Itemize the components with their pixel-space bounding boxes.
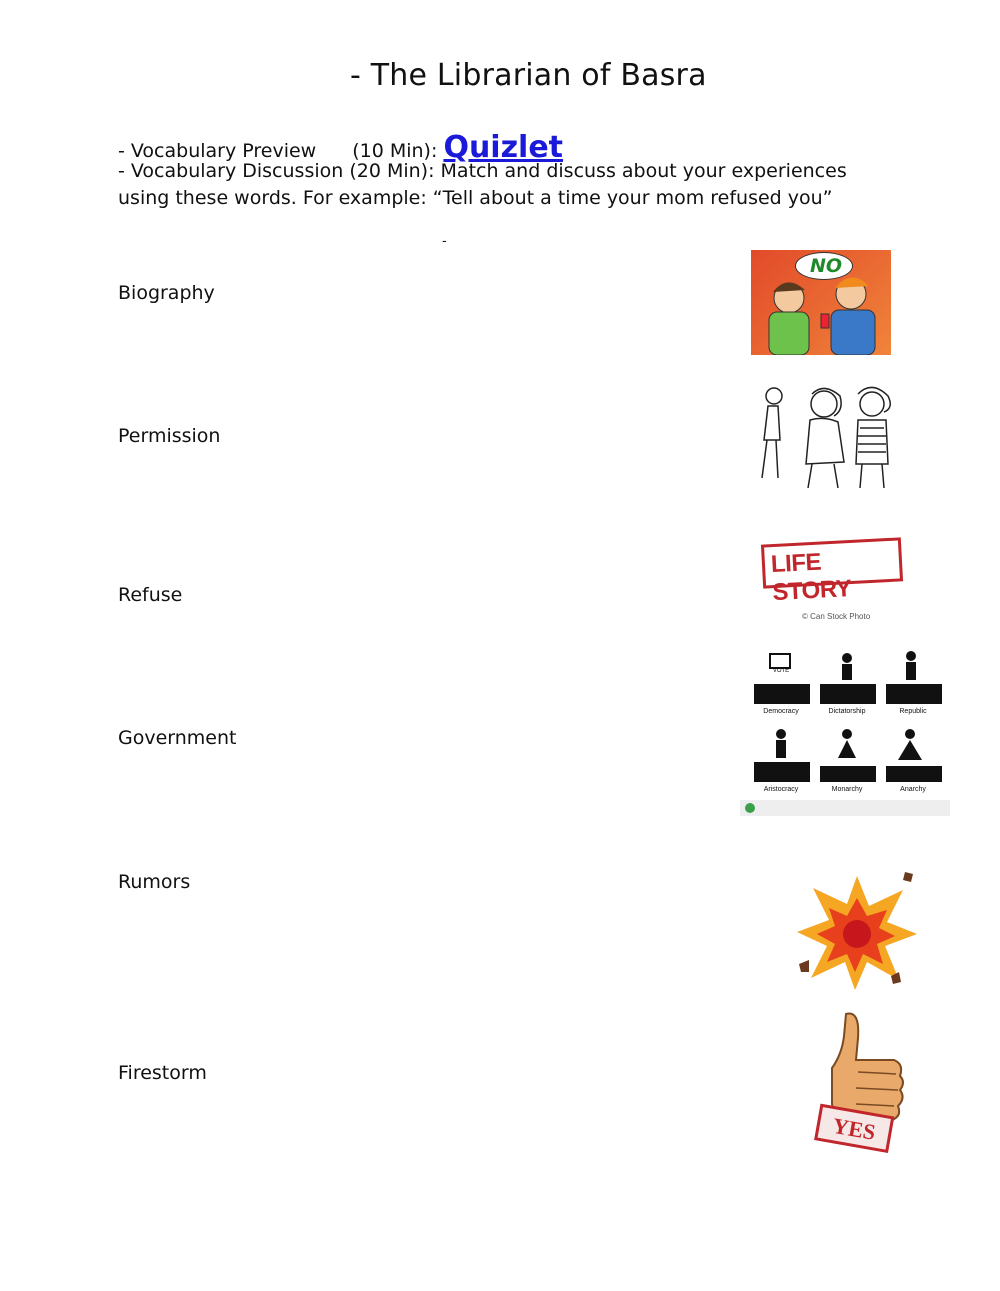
gov-label-republic: Republic bbox=[899, 708, 927, 715]
vocab-word-refuse: Refuse bbox=[118, 584, 183, 606]
vocabulary-example-line: using these words. For example: “Tell about a time your mom refused you” bbox=[118, 187, 833, 209]
vote-label: VOTE bbox=[772, 668, 790, 674]
vocabulary-discussion-line: - Vocabulary Discussion (20 Min): Match and discuss about your experiences bbox=[118, 160, 847, 182]
vocab-word-biography: Biography bbox=[118, 282, 215, 304]
page-title: - The Librarian of Basra bbox=[350, 58, 707, 93]
yes-stamp-text: YES bbox=[830, 1112, 878, 1145]
vocabulary-preview-label: - Vocabulary Preview bbox=[118, 140, 317, 162]
life-story-stamp: LIFE STORY bbox=[761, 537, 903, 588]
stray-dash: - bbox=[442, 234, 447, 249]
gov-label-monarchy: Monarchy bbox=[831, 786, 863, 793]
vocab-word-rumors: Rumors bbox=[118, 871, 191, 893]
biography-life-story-image[interactable] bbox=[760, 537, 902, 607]
gov-label-aristocracy: Aristocracy bbox=[763, 786, 799, 793]
speech-bubble: NO bbox=[795, 252, 853, 280]
refuse-no-image[interactable] bbox=[751, 250, 891, 355]
permission-yes-thumbs-up-image[interactable] bbox=[808, 1008, 908, 1156]
vocab-word-permission: Permission bbox=[118, 425, 221, 447]
permission-image[interactable] bbox=[754, 382, 899, 490]
gov-label-dictatorship: Dictatorship bbox=[828, 708, 866, 715]
vocab-word-firestorm: Firestorm bbox=[118, 1062, 207, 1084]
vocabulary-preview-time: (10 Min): bbox=[352, 140, 438, 162]
canstock-credit: © Can Stock Photo bbox=[802, 612, 871, 621]
gov-label-democracy: Democracy bbox=[763, 708, 799, 715]
vocab-word-government: Government bbox=[118, 727, 237, 749]
firestorm-explosion-image[interactable] bbox=[795, 868, 920, 993]
gov-label-anarchy: Anarchy bbox=[900, 786, 926, 793]
government-image[interactable] bbox=[740, 648, 950, 818]
quizlet-link[interactable]: Quizlet bbox=[443, 130, 564, 165]
